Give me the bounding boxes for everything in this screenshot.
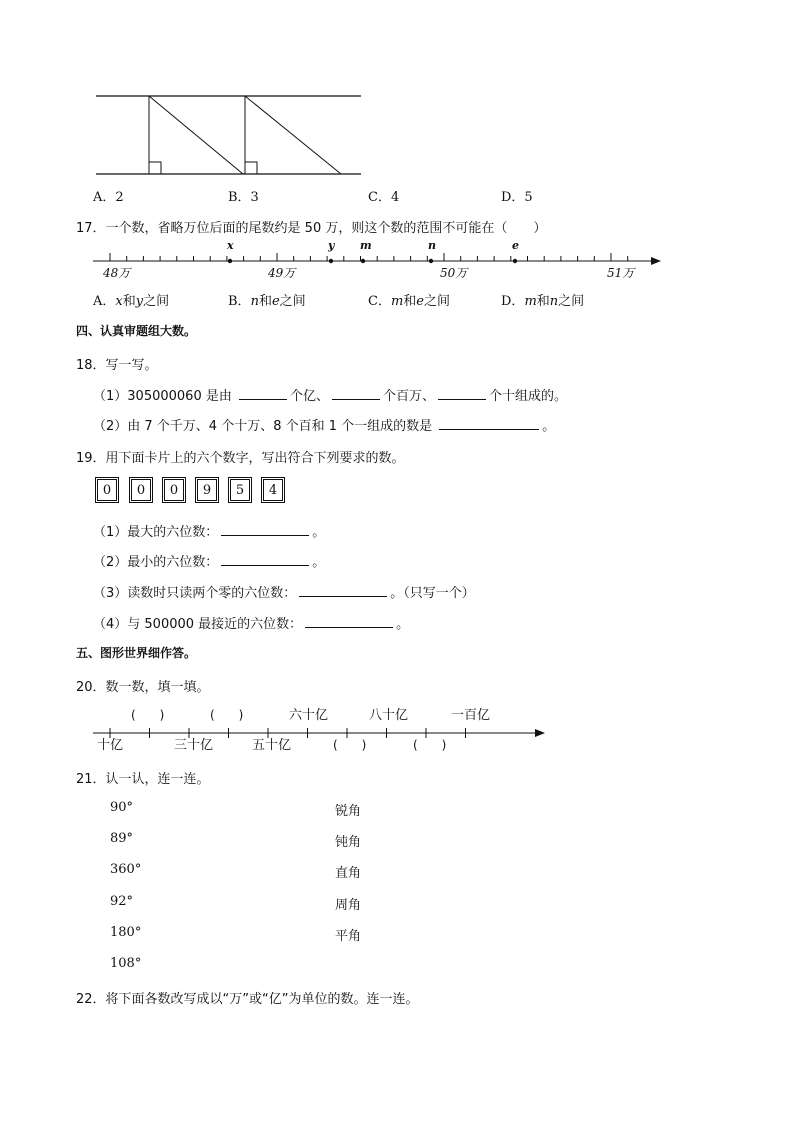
q19-stem: 19．用下面卡片上的六个数字，写出符合下列要求的数。 [76, 451, 405, 466]
q19-p2-pre: （2）最小的六位数： [93, 555, 219, 570]
q17-point-x: x [227, 239, 234, 252]
q21-degree-3[interactable]: 360° [110, 862, 142, 877]
section-5-heading: 五、图形世界细作答。 [76, 646, 197, 660]
q18-p1-a: 个亿、 [289, 389, 329, 404]
q17-option-a-v2: y [135, 294, 144, 309]
q19-p2-post: 。 [312, 555, 326, 570]
q17-option-a[interactable] [93, 290, 169, 309]
q17-option-d-v2: n [549, 294, 559, 309]
q21-angle-3[interactable]: 直角 [335, 866, 362, 881]
q21-angle-4[interactable]: 周角 [335, 898, 362, 913]
q17-point-dot [228, 259, 232, 263]
q21-angle-2[interactable]: 钝角 [335, 835, 362, 850]
q19-part-2 [93, 551, 325, 570]
q20-top-label-1[interactable]: ( ) [131, 708, 165, 722]
q20-bottom-label-2: 三十亿 [174, 738, 214, 753]
q17-option-b-prefix: B． [228, 294, 251, 309]
q19-part-4 [93, 613, 409, 632]
q16-option-a[interactable]: A．2 [93, 190, 124, 205]
q17-option-a-prefix: A． [93, 294, 116, 309]
q18-part-2 [93, 415, 555, 434]
q18-p1-b: 个百万、 [383, 389, 436, 404]
q19-p2-blank[interactable] [221, 551, 309, 566]
q18-p1-pre: （1）305000060 是由 [93, 389, 232, 404]
q20-bottom-label-3: 五十亿 [252, 738, 292, 753]
q16-option-d[interactable]: D．5 [501, 190, 533, 205]
q17-option-c-mid: 和 [403, 294, 417, 309]
q16-figure [93, 90, 363, 180]
q20-top-label-4: 八十亿 [369, 708, 409, 723]
q17-option-a-suffix: 之间 [143, 294, 170, 309]
q17-option-d-mid: 和 [536, 294, 550, 309]
q19-p3-pre: （3）读数时只读两个零的六位数： [93, 586, 297, 601]
q20-top-label-5: 一百亿 [451, 708, 491, 723]
q17-option-c-v1: m [390, 294, 404, 309]
q19-p4-blank[interactable] [305, 613, 393, 628]
q19-p3-post: 。（只写一个） [390, 586, 475, 601]
q18-p2-pre: （2）由 7 个千万、4 个十万、8 个百和 1 个一组成的数是 [93, 419, 433, 434]
q18-p2-blank[interactable] [439, 415, 539, 430]
q21-degree-5[interactable]: 180° [110, 925, 142, 940]
q21-stem: 21．认一认，连一连。 [76, 772, 210, 787]
q19-part-1 [93, 521, 325, 540]
q17-axis-label-49: 49万 [268, 266, 296, 280]
q17-option-c-v2: e [416, 294, 424, 309]
q17-option-b-mid: 和 [258, 294, 272, 309]
q17-axis-arrow [651, 257, 661, 265]
q22-stem: 22．将下面各数改写成以“万”或“亿”为单位的数。连一连。 [76, 992, 419, 1007]
q17-point-dot [329, 259, 333, 263]
q19-p1-pre: （1）最大的六位数： [93, 525, 219, 540]
q20-axis-arrow [535, 729, 545, 737]
q17-option-d[interactable] [501, 290, 584, 309]
q17-option-d-v1: m [524, 294, 537, 309]
q16-diagonal-1 [149, 96, 243, 174]
q16-option-c[interactable]: C．4 [368, 190, 400, 205]
q17-axis-label-50: 50万 [440, 266, 468, 280]
q19-p1-blank[interactable] [221, 521, 309, 536]
q17-option-b-v1: n [250, 294, 259, 309]
q17-option-d-prefix: D． [501, 294, 525, 309]
q17-option-b-suffix: 之间 [279, 294, 306, 309]
q18-p1-blank-c[interactable] [438, 385, 486, 400]
q21-degree-4[interactable]: 92° [110, 894, 134, 909]
q21-angle-5[interactable]: 平角 [335, 929, 362, 944]
q21-degree-1[interactable]: 90° [110, 800, 134, 815]
q17-option-c[interactable] [368, 290, 450, 309]
q19-p4-pre: （4）与 500000 最接近的六位数： [93, 617, 303, 632]
q19-card-5: 5 [230, 479, 250, 501]
q20-top-label-2[interactable]: ( ) [210, 708, 244, 722]
q19-p1-post: 。 [312, 525, 326, 540]
q21-degree-2[interactable]: 89° [110, 831, 134, 846]
q19-card-1: 0 [97, 479, 117, 501]
q19-card-4: 9 [197, 479, 217, 501]
q17-option-b-v2: e [271, 294, 280, 309]
q21-angle-1[interactable]: 锐角 [335, 804, 362, 819]
q17-point-dot [513, 259, 517, 263]
q17-point-m: m [360, 239, 372, 252]
q21-degree-6[interactable]: 108° [110, 956, 142, 971]
q17-option-a-v1: x [115, 294, 123, 309]
q18-p2-post: 。 [542, 419, 556, 434]
q19-card-3: 0 [164, 479, 184, 501]
section-4-heading: 四、认真审题组大数。 [76, 324, 197, 338]
q19-part-3 [93, 582, 475, 601]
q19-p3-blank[interactable] [299, 582, 387, 597]
q17-option-c-prefix: C． [368, 294, 391, 309]
q16-option-b[interactable]: B．3 [228, 190, 259, 205]
q16-right-angle-2 [245, 162, 257, 174]
q18-stem: 18．写一写。 [76, 358, 158, 373]
q20-top-label-3: 六十亿 [289, 708, 329, 723]
q17-axis-label-48: 48万 [103, 266, 131, 280]
q20-bottom-label-5[interactable]: ( ) [413, 738, 447, 752]
q17-option-a-mid: 和 [122, 294, 136, 309]
q17-option-b[interactable] [228, 290, 306, 309]
q20-bottom-label-4[interactable]: ( ) [333, 738, 367, 752]
q17-option-c-suffix: 之间 [424, 294, 451, 309]
q20-number-line [93, 725, 553, 745]
q18-p1-blank-b[interactable] [332, 385, 380, 400]
q17-point-e: e [512, 239, 519, 252]
q17-option-d-suffix: 之间 [558, 294, 585, 309]
q18-part-1 [93, 385, 567, 404]
q20-stem: 20．数一数，填一填。 [76, 680, 210, 695]
q16-right-angle-1 [149, 162, 161, 174]
q18-p1-blank-a[interactable] [239, 385, 287, 400]
q20-bottom-label-1: 十亿 [97, 738, 124, 753]
q18-p1-c: 个十组成的。 [489, 389, 568, 404]
q17-point-dot [429, 259, 433, 263]
q19-p4-post: 。 [396, 617, 410, 632]
q17-point-n: n [428, 239, 436, 252]
q16-diagonal-2 [245, 96, 341, 174]
q17-point-dot [361, 259, 365, 263]
q17-stem: 17．一个数，省略万位后面的尾数约是 50 万，则这个数的范围不可能在（ ） [76, 221, 547, 236]
q17-axis-label-51: 51万 [607, 266, 635, 280]
q19-card-2: 0 [131, 479, 151, 501]
q17-point-y: y [328, 239, 335, 252]
q19-card-6: 4 [263, 479, 283, 501]
q17-number-line [93, 240, 663, 280]
